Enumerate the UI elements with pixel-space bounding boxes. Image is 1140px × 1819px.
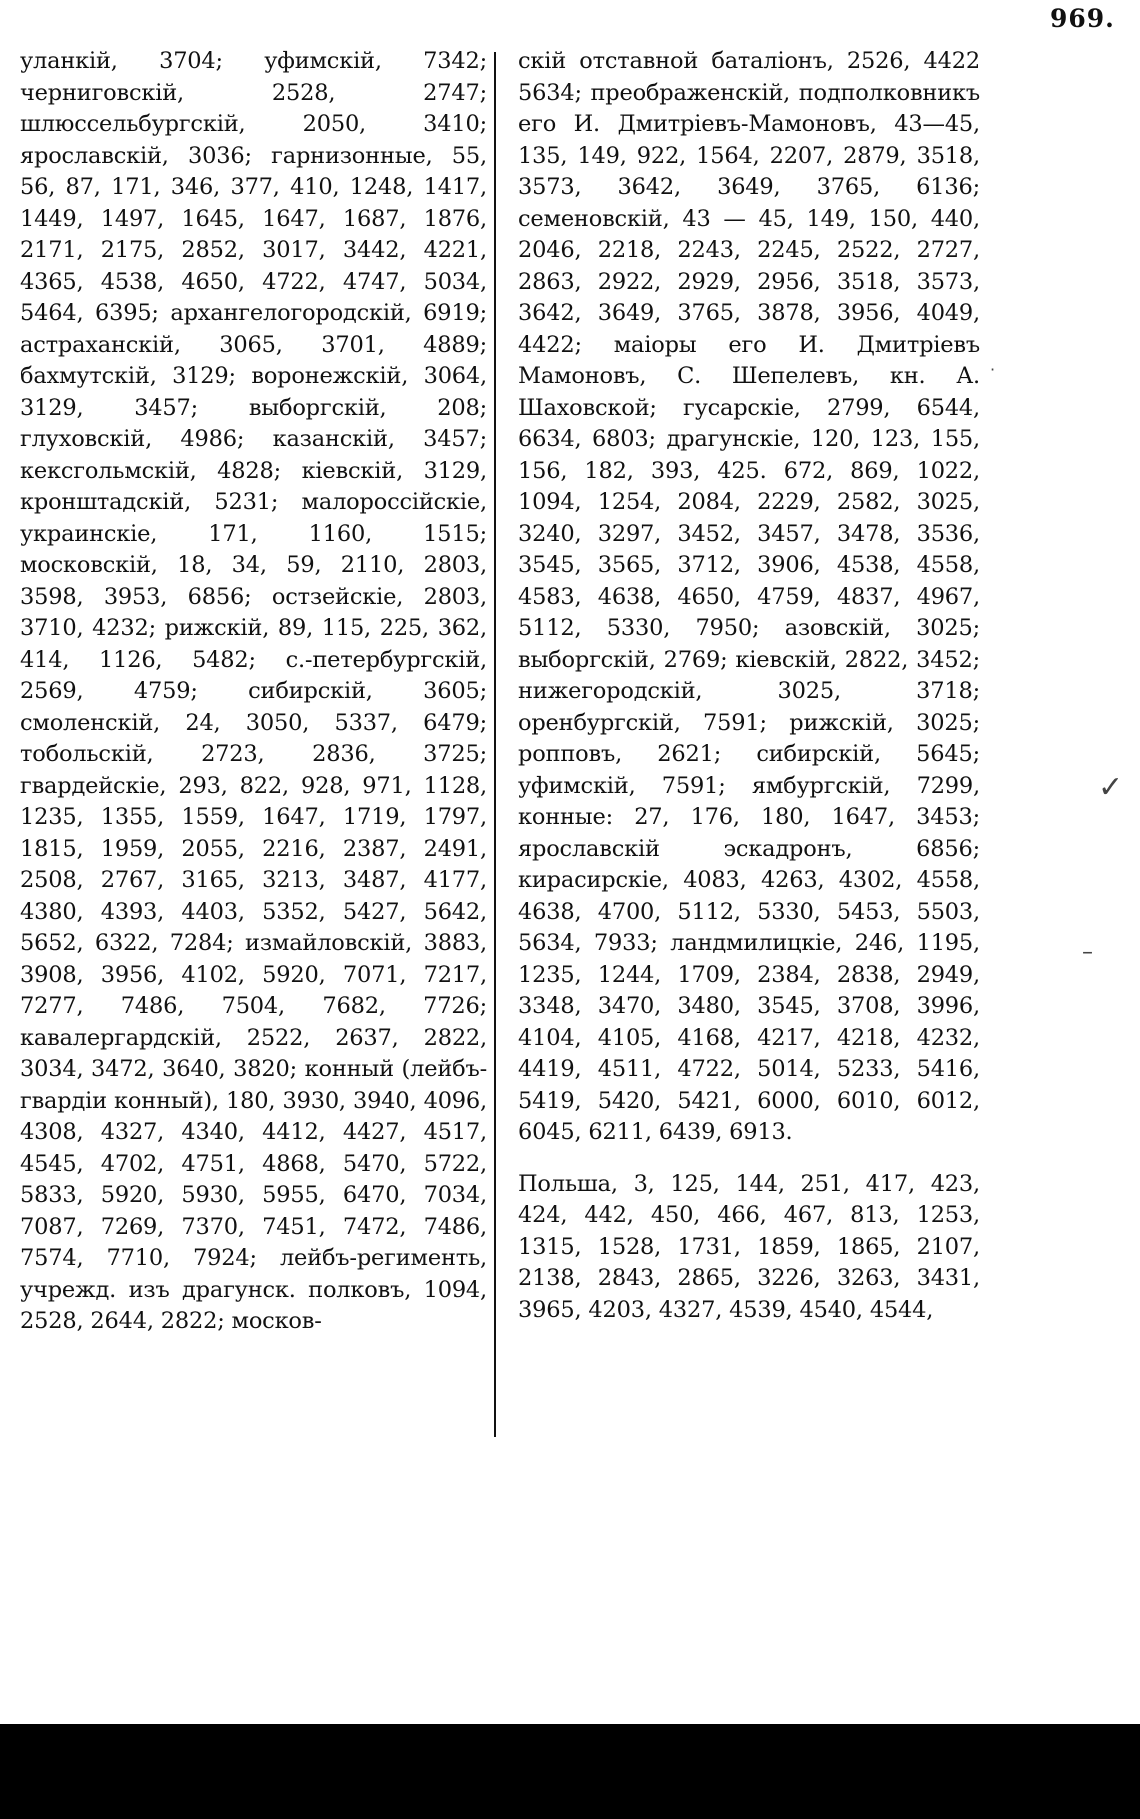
margin-dot-mark: ·	[990, 360, 996, 379]
index-entry-poland: Польша, 3, 125, 144, 251, 417, 423, 424, 442, 450, 466, 467, 813, 1253, 1315, 1528, 1731, 1859, 1865, 2107, 2138, 2843, 2865, 3226, 3263, 3431, 3965, 4203, 4327, 4539, 4540, 4544,	[518, 1170, 980, 1323]
column-divider	[494, 52, 496, 1437]
index-column-right	[518, 46, 980, 1326]
margin-check-mark: ✓	[1098, 770, 1124, 805]
scan-edge-shadow	[0, 1724, 1140, 1819]
index-entry-text: скій отставной баталіонъ, 2526, 4422 5634; преображенскій, подполковникъ его И. Дмитріевъ-Мамоновъ, 43—45, 135, 149, 922, 1564, 2207, 2879, 3518, 3573, 3642, 3649, 3765, 6136; семеновскій, 43 — 45, 149, 150, 440, 2046, 2218, 2243, 2245, 2522, 2727, 2863, 2922, 2929, 2956, 3518, 3573, 3642, 3649, 3765, 3878, 3956, 4049, 4422; маіоры его И. Дмитріевъ Мамоновъ, С. Шепелевъ, кн. А. Шаховской; гусарскіе, 2799, 6544, 6634, 6803; драгунскіе, 120, 123, 155, 156, 182, 393, 425. 672, 869, 1022, 1094, 1254, 2084, 2229, 2582, 3025, 3240, 3297, 3452, 3457, 3478, 3536, 3545, 3565, 3712, 3906, 4538, 4558, 4583, 4638, 4650, 4759, 4837, 4967, 5112, 5330, 7950; азовскій, 3025; выборгскій, 2769; кіевскій, 2822, 3452; нижегородскій, 3025, 3718; оренбургскій, 7591; рижскій, 3025; ропповъ, 2621; сибирскій, 5645; уфимскій, 7591; ямбургскій, 7299, конные: 27, 176, 180, 1647, 3453; ярославскій эскадронъ, 6856; кирасирскіе, 4083, 4263, 4302, 4558, 4638, 4700, 5112, 5330, 5453, 5503, 5634, 7933; ландмилицкіе, 246, 1195, 1235, 1244, 1709, 2384, 2838, 2949, 3348, 3470, 3480, 3545, 3708, 3996, 4104, 4105, 4168, 4217, 4218, 4232, 4419, 4511, 4722, 5014, 5233, 5416, 5419, 5420, 5421, 6000, 6010, 6012, 6045, 6211, 6439, 6913.	[518, 48, 980, 1145]
page-number: 969.	[1050, 4, 1115, 33]
margin-dash-mark: –	[1082, 940, 1093, 965]
index-entry-text: уланкій, 3704; уфимскій, 7342; черниговскій, 2528, 2747; шлюссельбургскій, 2050, 3410; ярославскій, 3036; гарнизонные, 55, 56, 87, 171, 346, 377, 410, 1248, 1417, 1449, 1497, 1645, 1647, 1687, 1876, 2171, 2175, 2852, 3017, 3442, 4221, 4365, 4538, 4650, 4722, 4747, 5034, 5464, 6395; архангелогородскій, 6919; астраханскій, 3065, 3701, 4889; бахмутскій, 3129; воронежскій, 3064, 3129, 3457; выборгскій, 208; глуховскій, 4986; казанскій, 3457; кексгольмскій, 4828; кіевскій, 3129, кронштадскій, 5231; малороссійскіе, украинскіе, 171, 1160, 1515; московскій, 18, 34, 59, 2110, 2803, 3598, 3953, 6856; остзейскіе, 2803, 3710, 4232; рижскій, 89, 115, 225, 362, 414, 1126, 5482; с.-петербургскій, 2569, 4759; сибирскій, 3605; смоленскій, 24, 3050, 5337, 6479; тобольскій, 2723, 2836, 3725; гвардейскіе, 293, 822, 928, 971, 1128, 1235, 1355, 1559, 1647, 1719, 1797, 1815, 1959, 2055, 2216, 2387, 2491, 2508, 2767, 3165, 3213, 3487, 4177, 4380, 4393, 4403, 5352, 5427, 5642, 5652, 6322, 7284; измайловскій, 3883, 3908, 3956, 4102, 5920, 7071, 7217, 7277, 7486, 7504, 7682, 7726; кавалергардскій, 2522, 2637, 2822, 3034, 3472, 3640, 3820; конный (лейбъ-гвардіи конный), 180, 3930, 3940, 4096, 4308, 4327, 4340, 4412, 4427, 4517, 4545, 4702, 4751, 4868, 5470, 5722, 5833, 5920, 5930, 5955, 6470, 7034, 7087, 7269, 7370, 7451, 7472, 7486, 7574, 7710, 7924; лейбъ-регименть, учрежд. изъ драгунск. полковъ, 1094, 2528, 2644, 2822; москов-	[20, 48, 487, 1334]
index-column-left	[20, 46, 487, 1338]
